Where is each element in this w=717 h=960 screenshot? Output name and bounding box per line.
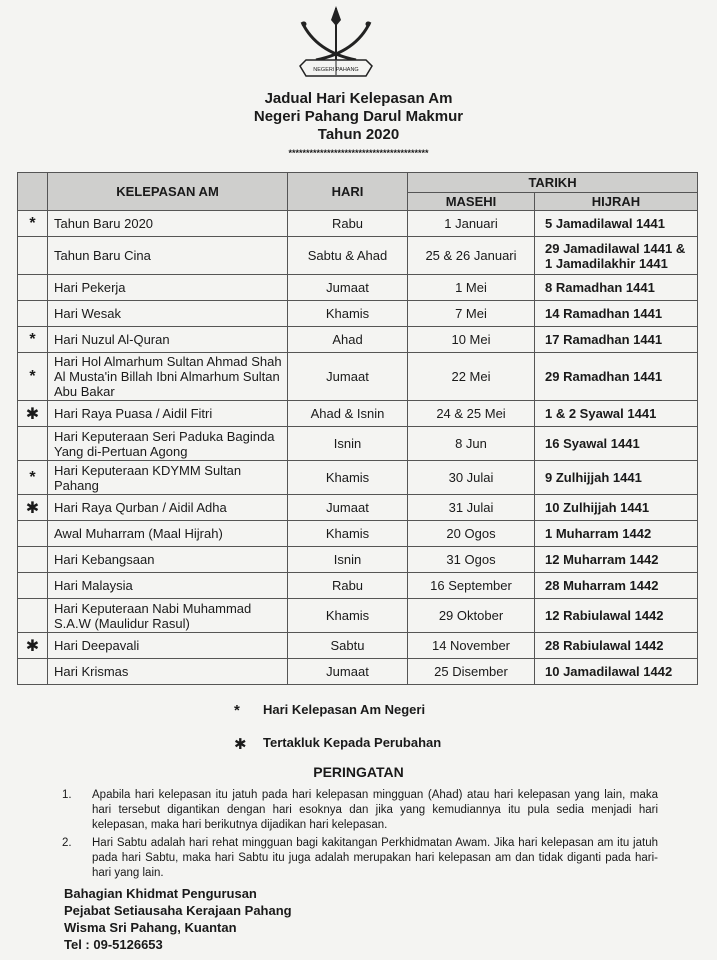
table-row <box>18 427 698 461</box>
row-mark <box>18 427 48 461</box>
footer-line-4: Tel : 09-5126653 <box>64 937 163 952</box>
header-masehi: MASEHI <box>408 193 535 211</box>
holiday-day: Khamis <box>288 599 408 633</box>
note-number: 2. <box>62 837 72 849</box>
holiday-date-hijrah: 29 Jamadilawal 1441 & 1 Jamadilakhir 1441 <box>535 237 698 275</box>
holiday-name: Hari Raya Puasa / Aidil Fitri <box>48 401 288 427</box>
holiday-date-hijrah: 9 Zulhijjah 1441 <box>535 461 698 495</box>
title-line-2: Negeri Pahang Darul Makmur <box>253 108 464 125</box>
holiday-date-masehi: 31 Julai <box>408 495 535 521</box>
footer-line-1: Bahagian Khidmat Pengurusan <box>64 886 257 901</box>
table-row <box>18 401 698 427</box>
legend-perubahan-symbol: ✱ <box>234 736 247 753</box>
holiday-day: Sabtu & Ahad <box>288 237 408 275</box>
table-row <box>18 599 698 633</box>
row-mark <box>18 237 48 275</box>
holiday-day: Isnin <box>288 547 408 573</box>
holiday-date-masehi: 30 Julai <box>408 461 535 495</box>
note-text: Hari Sabtu adalah hari rehat mingguan bagi kakitangan Perkhidmatan Awam. Jika hari kelepasan am itu jatuh pada hari Sabtu, maka hari Sabtu itu juga adalah merupakan hari kelepasan am dan tidak diganti pada hari-hari yang lain. <box>92 837 658 879</box>
holiday-day: Ahad <box>288 327 408 353</box>
holiday-date-masehi: 25 & 26 Januari <box>408 237 535 275</box>
holiday-date-masehi: 14 November <box>408 633 535 659</box>
holiday-table <box>17 172 698 685</box>
holiday-date-masehi: 24 & 25 Mei <box>408 401 535 427</box>
legend-negeri-text: Hari Kelepasan Am Negeri <box>263 702 426 717</box>
holiday-name: Hari Wesak <box>48 301 288 327</box>
header-hari: HARI <box>288 173 408 211</box>
holiday-date-masehi: 20 Ogos <box>408 521 535 547</box>
table-row <box>18 633 698 659</box>
title-underline-stars: **************************************** <box>288 148 429 158</box>
holiday-day: Rabu <box>288 573 408 599</box>
holiday-date-masehi: 8 Jun <box>408 427 535 461</box>
peringatan-title: PERINGATAN <box>313 764 404 780</box>
holiday-day: Jumaat <box>288 353 408 401</box>
holiday-date-hijrah: 10 Zulhijjah 1441 <box>535 495 698 521</box>
holiday-name: Hari Kebangsaan <box>48 547 288 573</box>
table-row <box>18 495 698 521</box>
holiday-day: Sabtu <box>288 633 408 659</box>
table-row <box>18 301 698 327</box>
row-mark <box>18 547 48 573</box>
title-line-1: Jadual Hari Kelepasan Am <box>264 90 453 107</box>
holiday-date-masehi: 25 Disember <box>408 659 535 685</box>
holiday-day: Khamis <box>288 301 408 327</box>
holiday-date-masehi: 16 September <box>408 573 535 599</box>
header-hijrah: HIJRAH <box>535 193 698 211</box>
holiday-name: Hari Krismas <box>48 659 288 685</box>
table-row <box>18 353 698 401</box>
row-mark: * <box>18 211 48 237</box>
holiday-name: Hari Keputeraan KDYMM Sultan Pahang <box>48 461 288 495</box>
holiday-date-masehi: 1 Januari <box>408 211 535 237</box>
table-row <box>18 461 698 495</box>
footer-address <box>64 885 292 953</box>
header-kelepasan: KELEPASAN AM <box>48 173 288 211</box>
holiday-name: Hari Keputeraan Seri Paduka Baginda Yang di-Pertuan Agong <box>48 427 288 461</box>
row-mark: ✱ <box>18 633 48 659</box>
footer-line-2: Pejabat Setiausaha Kerajaan Pahang <box>64 903 292 918</box>
holiday-date-hijrah: 28 Rabiulawal 1442 <box>535 633 698 659</box>
holiday-name: Tahun Baru Cina <box>48 237 288 275</box>
holiday-day: Khamis <box>288 521 408 547</box>
holiday-date-hijrah: 16 Syawal 1441 <box>535 427 698 461</box>
note-1 <box>62 788 658 833</box>
row-mark <box>18 599 48 633</box>
holiday-date-masehi: 7 Mei <box>408 301 535 327</box>
holiday-day: Rabu <box>288 211 408 237</box>
header-tarikh: TARIKH <box>408 173 698 193</box>
holiday-date-masehi: 31 Ogos <box>408 547 535 573</box>
holiday-date-hijrah: 5 Jamadilawal 1441 <box>535 211 698 237</box>
note-text: Apabila hari kelepasan itu jatuh pada hari kelepasan mingguan (Ahad) atau hari kelepasan yang lain, maka hari tersebut digantikan dengan hari esoknya dan jika yang kemudiannya itu pula sedia menjadi hari kelepasan, maka hari berikutnya dijadikan hari kelepasan. <box>92 789 658 831</box>
pahang-emblem <box>296 4 376 80</box>
holiday-date-hijrah: 8 Ramadhan 1441 <box>535 275 698 301</box>
row-mark: * <box>18 461 48 495</box>
holiday-name: Hari Pekerja <box>48 275 288 301</box>
holiday-date-hijrah: 14 Ramadhan 1441 <box>535 301 698 327</box>
table-row <box>18 573 698 599</box>
row-mark: * <box>18 327 48 353</box>
holiday-date-hijrah: 1 Muharram 1442 <box>535 521 698 547</box>
holiday-day: Ahad & Isnin <box>288 401 408 427</box>
title-line-3: Tahun 2020 <box>317 126 400 143</box>
row-mark <box>18 659 48 685</box>
holiday-date-masehi: 1 Mei <box>408 275 535 301</box>
holiday-date-masehi: 29 Oktober <box>408 599 535 633</box>
holiday-date-hijrah: 12 Rabiulawal 1442 <box>535 599 698 633</box>
holiday-name: Hari Malaysia <box>48 573 288 599</box>
holiday-name: Hari Hol Almarhum Sultan Ahmad Shah Al Musta'in Billah Ibni Almarhum Sultan Abu Bakar <box>48 353 288 401</box>
table-row <box>18 211 698 237</box>
holiday-date-hijrah: 1 & 2 Syawal 1441 <box>535 401 698 427</box>
holiday-day: Jumaat <box>288 659 408 685</box>
holiday-name: Tahun Baru 2020 <box>48 211 288 237</box>
note-number: 1. <box>62 789 72 801</box>
row-mark: * <box>18 353 48 401</box>
holiday-day: Jumaat <box>288 275 408 301</box>
holiday-date-hijrah: 12 Muharram 1442 <box>535 547 698 573</box>
legend-negeri-symbol: * <box>234 702 240 719</box>
holiday-name: Hari Keputeraan Nabi Muhammad S.A.W (Maulidur Rasul) <box>48 599 288 633</box>
holiday-date-hijrah: 28 Muharram 1442 <box>535 573 698 599</box>
holiday-date-hijrah: 17 Ramadhan 1441 <box>535 327 698 353</box>
footer-line-3: Wisma Sri Pahang, Kuantan <box>64 920 237 935</box>
header-mark-cell <box>18 173 48 211</box>
row-mark <box>18 521 48 547</box>
table-row <box>18 275 698 301</box>
holiday-day: Khamis <box>288 461 408 495</box>
holiday-date-masehi: 10 Mei <box>408 327 535 353</box>
holiday-date-hijrah: 29 Ramadhan 1441 <box>535 353 698 401</box>
holiday-name: Hari Deepavali <box>48 633 288 659</box>
row-mark: ✱ <box>18 495 48 521</box>
table-row <box>18 659 698 685</box>
row-mark: ✱ <box>18 401 48 427</box>
holiday-name: Hari Nuzul Al-Quran <box>48 327 288 353</box>
holiday-name: Hari Raya Qurban / Aidil Adha <box>48 495 288 521</box>
emblem-text: NEGERI PAHANG <box>313 67 359 73</box>
table-row <box>18 327 698 353</box>
legend-perubahan-text: Tertakluk Kepada Perubahan <box>263 735 442 750</box>
holiday-table-body <box>18 211 698 685</box>
row-mark <box>18 573 48 599</box>
table-row <box>18 521 698 547</box>
holiday-day: Isnin <box>288 427 408 461</box>
holiday-date-masehi: 22 Mei <box>408 353 535 401</box>
row-mark <box>18 301 48 327</box>
holiday-day: Jumaat <box>288 495 408 521</box>
row-mark <box>18 275 48 301</box>
holiday-date-hijrah: 10 Jamadilawal 1442 <box>535 659 698 685</box>
note-2 <box>62 836 658 881</box>
table-row <box>18 547 698 573</box>
table-row <box>18 237 698 275</box>
holiday-name: Awal Muharram (Maal Hijrah) <box>48 521 288 547</box>
